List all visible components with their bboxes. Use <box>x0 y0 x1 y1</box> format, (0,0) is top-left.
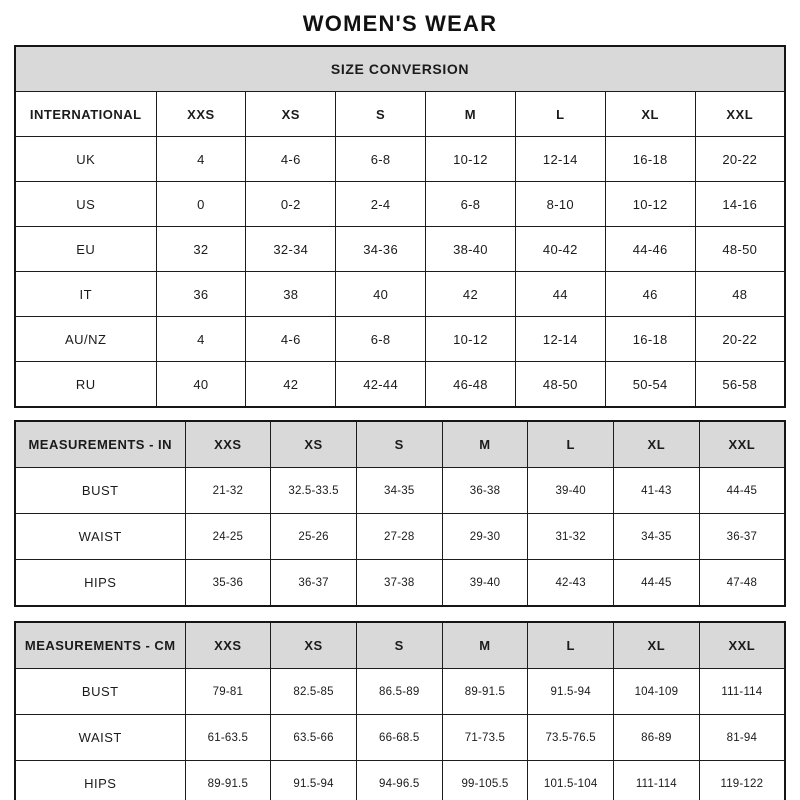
table-cell: 79-81 <box>185 669 271 715</box>
column-header: XL <box>605 92 695 137</box>
table-cell: 40 <box>156 362 246 408</box>
table-cell: 36-37 <box>271 560 357 607</box>
row-label: UK <box>15 137 156 182</box>
column-header: XXL <box>699 622 785 669</box>
table-cell: 50-54 <box>605 362 695 408</box>
table-cell: 81-94 <box>699 715 785 761</box>
table-cell: 94-96.5 <box>356 761 442 800</box>
table-row <box>15 468 785 514</box>
table-cell: 39-40 <box>528 468 614 514</box>
table-cell: 48-50 <box>515 362 605 408</box>
table-cell: 91.5-94 <box>271 761 357 800</box>
column-header: XXL <box>699 421 785 468</box>
table-cell: 42 <box>426 272 516 317</box>
table-cell: 40-42 <box>515 227 605 272</box>
table-cell: 0-2 <box>246 182 336 227</box>
table-cell: 38-40 <box>426 227 516 272</box>
table-cell: 21-32 <box>185 468 271 514</box>
row-label: BUST <box>15 468 185 514</box>
column-header: XXS <box>185 421 271 468</box>
table-cell: 44-45 <box>614 560 700 607</box>
table-cell: 4 <box>156 317 246 362</box>
table-cell: 44 <box>515 272 605 317</box>
column-header: S <box>356 421 442 468</box>
column-header: XL <box>614 421 700 468</box>
table-cell: 34-36 <box>336 227 426 272</box>
table-cell: 101.5-104 <box>528 761 614 800</box>
table-cell: 8-10 <box>515 182 605 227</box>
column-header: XXS <box>156 92 246 137</box>
table-cell: 25-26 <box>271 514 357 560</box>
table-cell: 32.5-33.5 <box>271 468 357 514</box>
table-cell: 34-35 <box>614 514 700 560</box>
table-cell: 20-22 <box>695 317 785 362</box>
column-header: L <box>528 421 614 468</box>
column-header: S <box>356 622 442 669</box>
table-cell: 99-105.5 <box>442 761 528 800</box>
table-cell: 12-14 <box>515 137 605 182</box>
table-cell: 4-6 <box>246 137 336 182</box>
table-cell: 37-38 <box>356 560 442 607</box>
column-header: XS <box>271 421 357 468</box>
row-label: US <box>15 182 156 227</box>
table-row <box>15 137 785 182</box>
table-cell: 32 <box>156 227 246 272</box>
table-cell: 111-114 <box>614 761 700 800</box>
table-cell: 82.5-85 <box>271 669 357 715</box>
column-header: XXS <box>185 622 271 669</box>
table-cell: 66-68.5 <box>356 715 442 761</box>
table-cell: 4-6 <box>246 317 336 362</box>
table-cell: 42 <box>246 362 336 408</box>
table-cell: 31-32 <box>528 514 614 560</box>
table-cell: 27-28 <box>356 514 442 560</box>
table-cell: 10-12 <box>426 317 516 362</box>
table-cell: 86-89 <box>614 715 700 761</box>
table-cell: 91.5-94 <box>528 669 614 715</box>
row-label: HIPS <box>15 560 185 607</box>
table-cell: 36-38 <box>442 468 528 514</box>
table-cell: 36-37 <box>699 514 785 560</box>
table-row <box>15 761 785 800</box>
section-title: SIZE CONVERSION <box>15 46 785 92</box>
table-cell: 6-8 <box>336 137 426 182</box>
column-header-row <box>15 622 785 669</box>
table-cell: 119-122 <box>699 761 785 800</box>
table-cell: 34-35 <box>356 468 442 514</box>
table-cell: 48-50 <box>695 227 785 272</box>
table-cell: 89-91.5 <box>442 669 528 715</box>
table-cell: 39-40 <box>442 560 528 607</box>
table-cell: 111-114 <box>699 669 785 715</box>
table-cell: 46-48 <box>426 362 516 408</box>
table-cell: 86.5-89 <box>356 669 442 715</box>
table-cell: 44-45 <box>699 468 785 514</box>
table-cell: 48 <box>695 272 785 317</box>
table-cell: 6-8 <box>336 317 426 362</box>
measurements-cm-table <box>14 621 786 800</box>
table-cell: 6-8 <box>426 182 516 227</box>
table-cell: 29-30 <box>442 514 528 560</box>
table-row <box>15 182 785 227</box>
table-cell: 14-16 <box>695 182 785 227</box>
table-cell: 10-12 <box>605 182 695 227</box>
table-cell: 71-73.5 <box>442 715 528 761</box>
column-header: M <box>442 421 528 468</box>
table-cell: 20-22 <box>695 137 785 182</box>
column-header: XXL <box>695 92 785 137</box>
table-cell: 4 <box>156 137 246 182</box>
row-label: BUST <box>15 669 185 715</box>
column-header-row <box>15 92 785 137</box>
table-row <box>15 317 785 362</box>
table-cell: 73.5-76.5 <box>528 715 614 761</box>
table-row <box>15 669 785 715</box>
row-label: EU <box>15 227 156 272</box>
table-cell: 89-91.5 <box>185 761 271 800</box>
row-label: RU <box>15 362 156 408</box>
table-row <box>15 715 785 761</box>
table-cell: 47-48 <box>699 560 785 607</box>
table-row <box>15 560 785 607</box>
column-header: L <box>528 622 614 669</box>
table-cell: 44-46 <box>605 227 695 272</box>
table-row <box>15 514 785 560</box>
size-conversion-table <box>14 45 786 408</box>
section-title: MEASUREMENTS - CM <box>15 622 185 669</box>
table-cell: 42-44 <box>336 362 426 408</box>
table-cell: 36 <box>156 272 246 317</box>
table-cell: 41-43 <box>614 468 700 514</box>
table-cell: 35-36 <box>185 560 271 607</box>
column-header: INTERNATIONAL <box>15 92 156 137</box>
column-header: M <box>442 622 528 669</box>
table-cell: 12-14 <box>515 317 605 362</box>
table-cell: 42-43 <box>528 560 614 607</box>
table-row <box>15 362 785 408</box>
row-label: AU/NZ <box>15 317 156 362</box>
table-row <box>15 227 785 272</box>
column-header: L <box>515 92 605 137</box>
table-cell: 2-4 <box>336 182 426 227</box>
section-title: MEASUREMENTS - IN <box>15 421 185 468</box>
column-header-row <box>15 421 785 468</box>
table-cell: 63.5-66 <box>271 715 357 761</box>
table-cell: 16-18 <box>605 137 695 182</box>
column-header: XS <box>246 92 336 137</box>
table-cell: 32-34 <box>246 227 336 272</box>
table-cell: 10-12 <box>426 137 516 182</box>
page-title: WOMEN'S WEAR <box>302 11 498 36</box>
table-cell: 61-63.5 <box>185 715 271 761</box>
measurements-in-table <box>14 420 786 607</box>
table-cell: 24-25 <box>185 514 271 560</box>
section-banner-row <box>15 46 785 92</box>
column-header: M <box>426 92 516 137</box>
row-label: WAIST <box>15 514 185 560</box>
table-cell: 0 <box>156 182 246 227</box>
table-cell: 38 <box>246 272 336 317</box>
column-header: XS <box>271 622 357 669</box>
table-cell: 46 <box>605 272 695 317</box>
table-cell: 56-58 <box>695 362 785 408</box>
row-label: HIPS <box>15 761 185 800</box>
column-header: S <box>336 92 426 137</box>
column-header: XL <box>614 622 700 669</box>
table-cell: 104-109 <box>614 669 700 715</box>
table-cell: 40 <box>336 272 426 317</box>
table-cell: 16-18 <box>605 317 695 362</box>
row-label: WAIST <box>15 715 185 761</box>
row-label: IT <box>15 272 156 317</box>
table-row <box>15 272 785 317</box>
